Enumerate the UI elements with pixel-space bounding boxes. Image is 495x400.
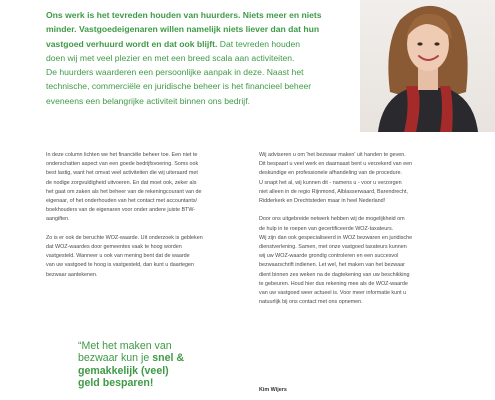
intro-paragraph <box>46 8 356 108</box>
text-line: Dit bespaart u veel werk en daarnaast bent u verzekerd van een <box>259 161 413 168</box>
quote-line-1: “Met het maken van <box>78 340 172 352</box>
text-line: Wij zijn dan ook gespecialiseerd in WOZ bezwaren en juridische <box>259 234 413 241</box>
text-line: te gebeuren. Houd hier dus rekening mee als de WOZ-waarde <box>259 280 408 287</box>
intro-bold-line-2: minder. Vastgoedeigenaren willen namelijk niets liever dan dat hun <box>46 24 320 35</box>
text-line: niet alleen in de regio Rijnmond, Alblasserwaard, Barendrecht, <box>259 188 408 195</box>
text-line: Zo is er ook de beruchte WOZ-waarde. Uit onderzoek is gebleken <box>46 234 203 241</box>
text-line: bezwaarschrift indienen. Let wel, het maken van het bezwaar <box>259 262 405 269</box>
text-line: best lastig, want het omvat veel activiteiten die wij uiteraard met <box>46 170 198 177</box>
text-line: Ridderkerk en Drechtsteden maar in heel Nederland! <box>259 198 386 205</box>
text-line: In deze column lichten we het financiële beheer toe. Een niet te <box>46 152 198 158</box>
text-line: U snapt het al, wij kunnen dit - namens u - voor u verzorgen <box>259 179 402 186</box>
text-line: vastgesteld. Wanneer u ook van mening bent dat de waarde <box>46 253 190 260</box>
text-line: onderschatten aspect van een goede bedrijfsvoering. Soms ook <box>46 161 199 168</box>
text-line: de hulp in te roepen van gecertificeerde WOZ-taxateurs. <box>259 225 394 232</box>
text-line: Door ons uitgebreide netwerk hebben wij de mogelijkheid om <box>259 216 405 223</box>
text-line: deskundige en professionele afhandeling van de procedure. <box>259 170 402 177</box>
text-line: dient binnen zes weken na de dagtekening van uw beschikking <box>259 271 410 278</box>
text-line: eigenaar, of het onderhouden van het contact met accountants/ <box>46 198 198 205</box>
pull-quote <box>78 340 218 390</box>
intro-normal-line-4: eveneens een belangrijke activiteit binnen ons bedrijf. <box>46 95 250 106</box>
intro-bold-line-3: vastgoed verhuurd wordt en dat ook blijft. <box>46 38 218 49</box>
text-line: het gaat om zaken als het beheer van de rekeningcourant van de <box>46 188 202 195</box>
right-paragraph-2 <box>259 215 471 307</box>
text-line: dienstverlening. Samen, met onze vastgoed taxateurs kunnen <box>259 244 407 251</box>
quote-line-2-bold: snel & <box>152 352 184 365</box>
column-left <box>46 151 258 289</box>
intro-bold-line-1: Ons werk is het tevreden houden van huurders. Niets meer en niets <box>46 10 322 20</box>
intro-normal-line-3: technische, commerciële en juridische beheer is het financieel beheer <box>46 81 312 92</box>
column-right <box>259 151 471 317</box>
text-line: wij uw WOZ-waarde grondig controleren en een succesvol <box>259 253 399 260</box>
left-paragraph-1 <box>46 151 258 225</box>
portrait-photo <box>360 0 495 132</box>
text-line: van uw vastgoed weer actueel is. Voor meer informatie kunt u <box>259 290 407 297</box>
text-line: Wij adviseren u om 'het bezwaar maken' uit handen te geven. <box>259 152 406 158</box>
quote-line-3: gemakkelijk (veel) <box>78 364 169 377</box>
intro-normal-line-2: De huurders waarderen een persoonlijke aanpak in deze. Naast het <box>46 67 304 78</box>
text-line: aangiften. <box>46 216 70 223</box>
text-line: de nodige zorgvuldigheid uitvoeren. En dat moet ook, zeker als <box>46 179 197 186</box>
quote-line-2: bezwaar kun je <box>78 352 153 365</box>
text-line: boekhouders van de eigenaren voor onder andere juiste BTW- <box>46 207 196 214</box>
text-line: natuurlijk bij ons contact met ons opnemen. <box>259 299 363 306</box>
left-paragraph-2 <box>46 234 258 280</box>
intro-normal-first: Dat tevreden houden <box>217 38 301 49</box>
text-line: dat WOZ-waardes door gemeentes vaak te hoog worden <box>46 244 182 251</box>
portrait-illustration <box>360 0 495 132</box>
text-line: van uw vastgoed te hoog is vastgesteld, dan kunt u daartegen <box>46 262 195 269</box>
intro-normal-line-1: doen wij met veel plezier en met een breed scala aan activiteiten. <box>46 52 295 63</box>
author-signature: Kim Wijers <box>259 387 287 393</box>
text-line: bezwaar aantekenen. <box>46 271 98 278</box>
right-paragraph-1 <box>259 151 471 206</box>
quote-line-4: geld besparen! <box>78 377 154 390</box>
